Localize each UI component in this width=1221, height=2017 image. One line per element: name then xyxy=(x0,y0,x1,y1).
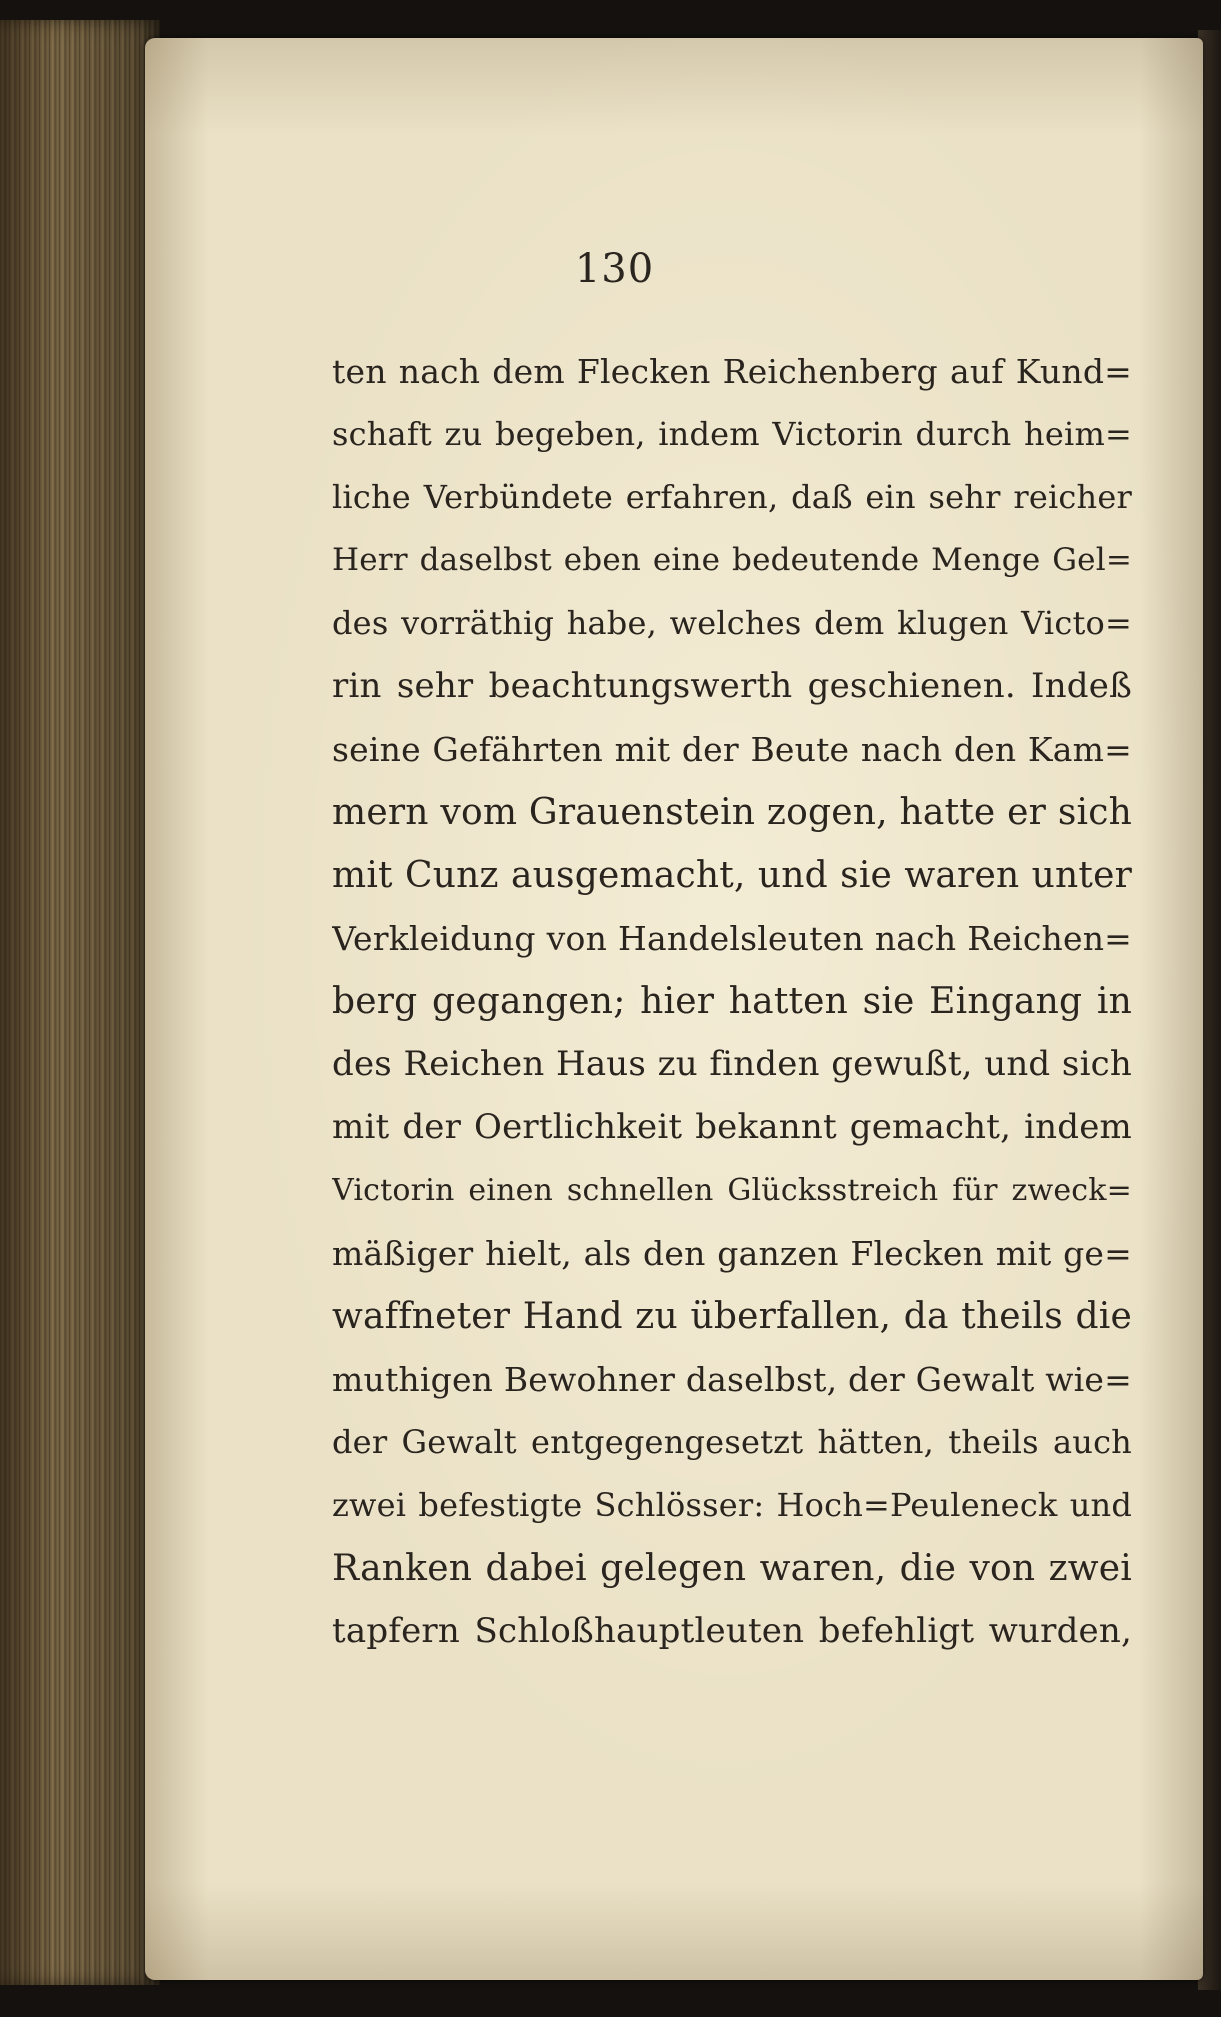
text-line: der Gewalt entgegengesetzt hätten, theils auch xyxy=(332,1423,1132,1461)
text-line: Herr daselbst eben eine bedeutende Menge Gel= xyxy=(332,542,1132,578)
text-line: zwei befestigte Schlösser: Hoch=Peuleneck und xyxy=(332,1486,1132,1524)
text-line: schaft zu begeben, indem Victorin durch heim= xyxy=(332,415,1132,453)
text-line: mit der Oertlichkeit bekannt gemacht, indem xyxy=(332,1107,1132,1147)
text-line: seine Gefährten mit der Beute nach den Kam= xyxy=(332,730,1132,769)
text-line: des Reichen Haus zu finden gewußt, und sich xyxy=(332,1044,1132,1084)
book-page-edges xyxy=(0,20,160,1985)
text-line: waffneter Hand zu überfallen, da theils die xyxy=(332,1296,1132,1337)
text-line: mern vom Grauenstein zogen, hatte er sich xyxy=(332,792,1132,833)
text-line: des vorräthig habe, welches dem klugen Victo= xyxy=(332,604,1132,642)
text-line: Verkleidung von Handelsleuten nach Reichen= xyxy=(332,919,1132,958)
text-line: mit Cunz ausgemacht, und sie waren unter xyxy=(332,855,1132,896)
text-line: Victorin einen schnellen Glücksstreich für zweck= xyxy=(332,1173,1132,1208)
text-line: ten nach dem Flecken Reichenberg auf Kund= xyxy=(332,352,1132,391)
text-line: muthigen Bewohner daselbst, der Gewalt wie= xyxy=(332,1360,1132,1399)
text-line: tapfern Schloßhauptleuten befehligt wurden, xyxy=(332,1611,1132,1651)
text-line: berg gegangen; hier hatten sie Eingang in xyxy=(332,981,1132,1022)
text-line: liche Verbündete erfahren, daß ein sehr reicher xyxy=(332,478,1132,516)
page-number: 130 xyxy=(574,246,655,292)
text-line: mäßiger hielt, als den ganzen Flecken mit ge= xyxy=(332,1234,1132,1273)
body-text xyxy=(332,340,1132,1663)
text-line: Ranken dabei gelegen waren, die von zwei xyxy=(332,1548,1132,1589)
text-line: rin sehr beachtungswerth geschienen. Indeß xyxy=(332,666,1132,706)
